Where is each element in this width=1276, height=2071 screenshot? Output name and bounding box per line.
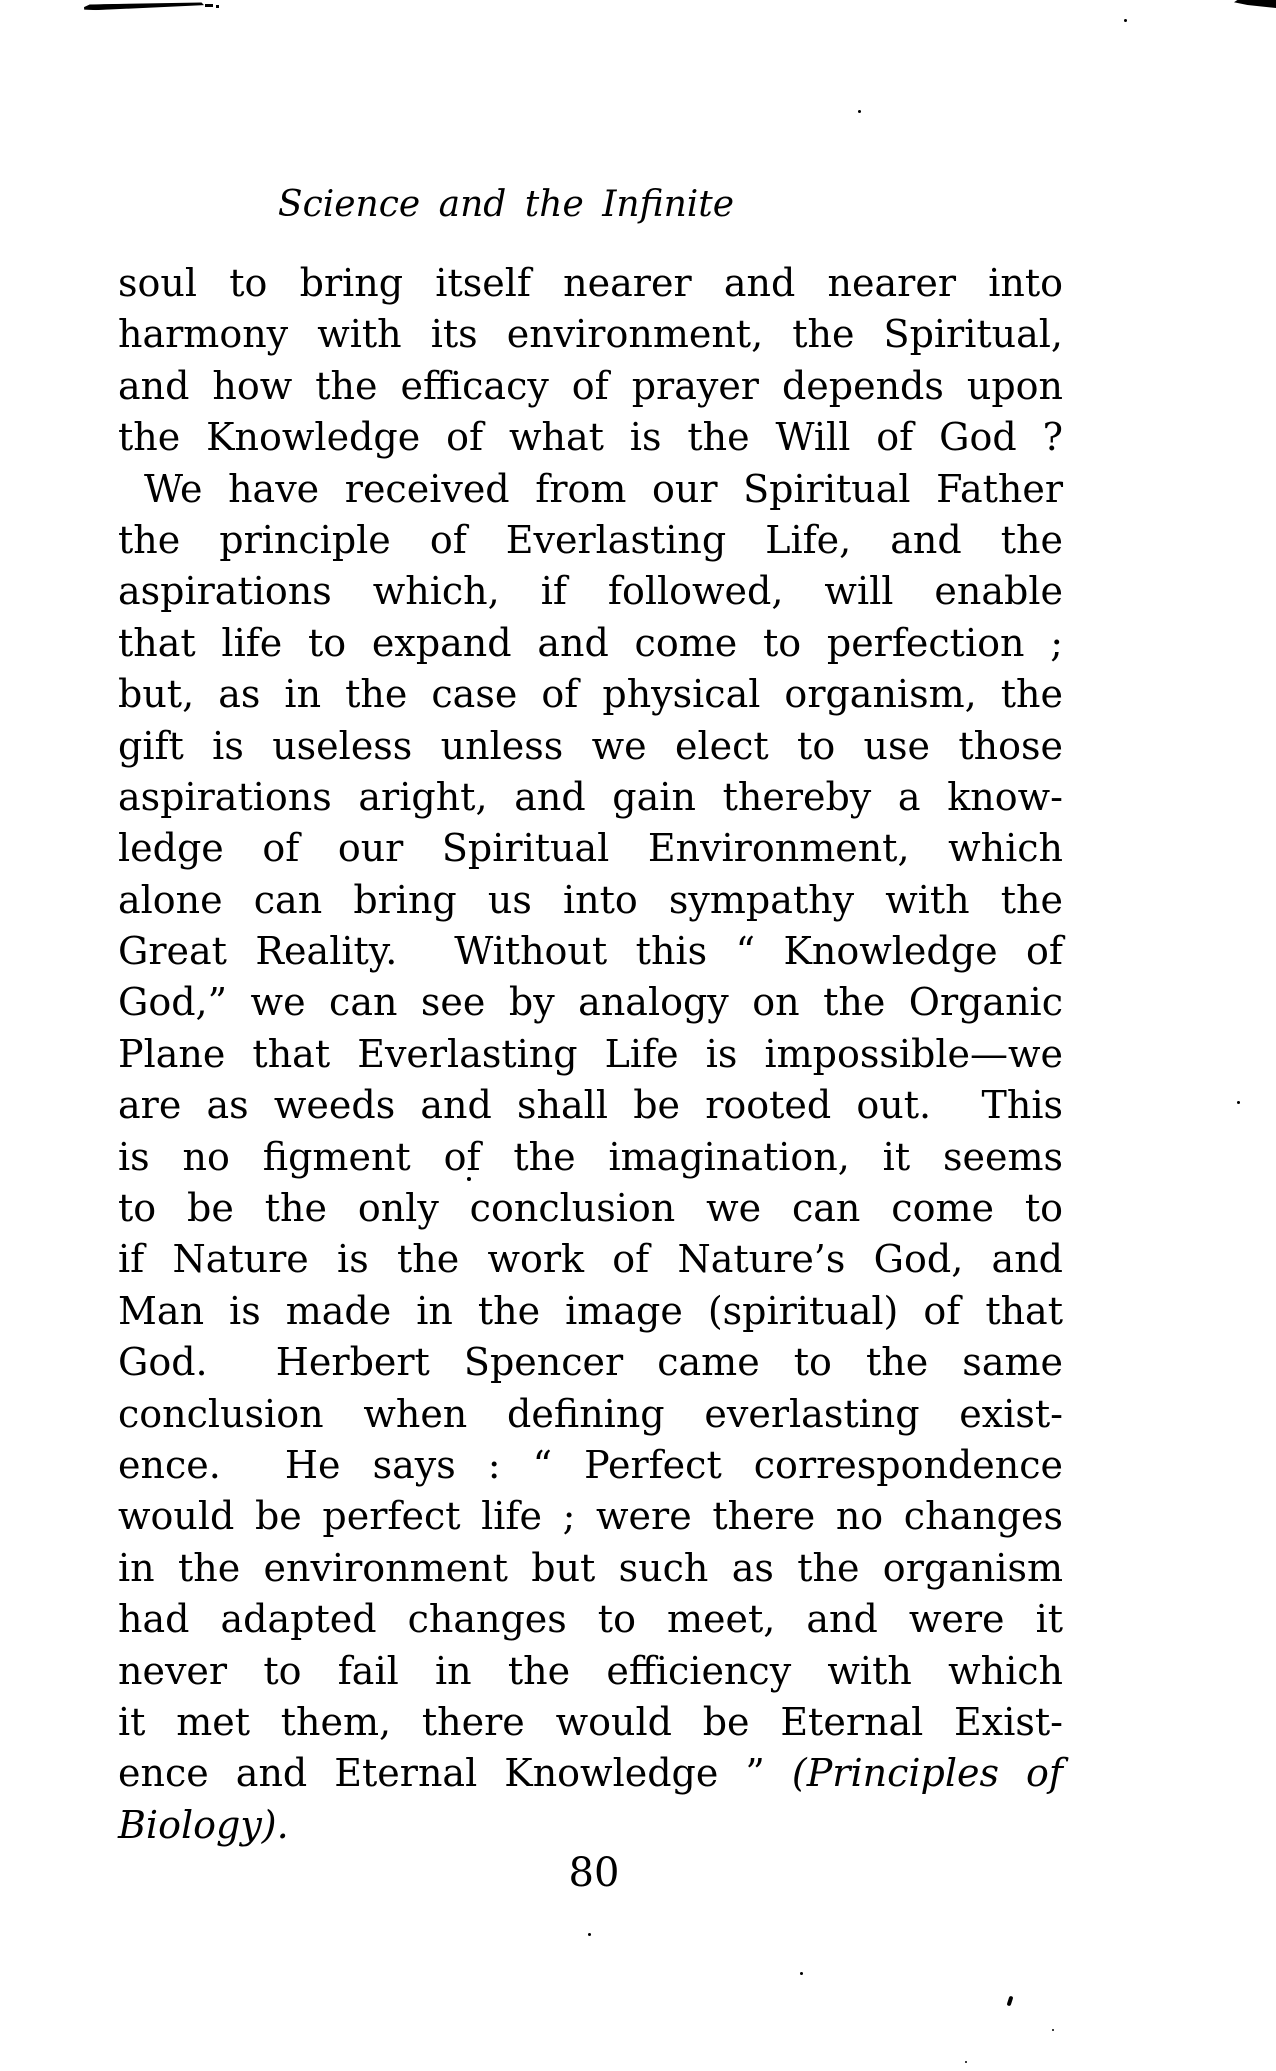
text-line [118, 875, 1063, 926]
text-line [118, 1800, 1063, 1851]
ink-speck [800, 1972, 803, 1975]
text-line [118, 721, 1063, 772]
scan-streak-artifact [216, 5, 219, 8]
ink-speck [965, 2061, 967, 2063]
text-segment: had adapted changes to meet, and were it [118, 1597, 1063, 1642]
text-line [118, 1440, 1063, 1491]
text-segment: aspirations which, if followed, will enable [118, 569, 1063, 614]
text-line [118, 823, 1063, 874]
text-line [118, 1697, 1063, 1748]
text-segment: harmony with its environment, the Spiritual, [118, 312, 1063, 357]
text-segment: ence. He says : “ Perfect correspondence [118, 1442, 1063, 1487]
text-segment: soul to bring itself nearer and nearer into [118, 261, 1063, 305]
italic-text-segment: Biology). [118, 1802, 289, 1847]
text-line [118, 772, 1063, 823]
text-segment: that life to expand and come to perfection ; [118, 620, 1063, 665]
text-line [118, 977, 1063, 1028]
running-header-title: Science and the Infinite [277, 184, 735, 225]
text-segment: but, as in the case of physical organism, the [118, 672, 1063, 717]
ink-speck [1052, 2029, 1054, 2031]
ink-speck [1237, 1101, 1240, 1104]
text-segment: We have received from our Spiritual Father [144, 466, 1063, 511]
text-line [118, 1286, 1063, 1337]
ink-speck [588, 1933, 591, 1936]
italic-text-segment: (Principles of [791, 1751, 1063, 1796]
ink-speck [858, 110, 861, 113]
page-number: 80 [568, 1850, 620, 1896]
scan-streak-artifact [84, 2, 204, 11]
text-line [118, 1646, 1063, 1697]
text-line [118, 1234, 1063, 1285]
text-segment: alone can bring us into sympathy with the [118, 877, 1063, 922]
text-line [118, 618, 1063, 669]
scan-streak-artifact [205, 4, 213, 7]
text-line [118, 361, 1063, 412]
text-line [118, 412, 1063, 463]
text-line [118, 464, 1063, 515]
text-segment: and how the efficacy of prayer depends upon [118, 363, 1063, 408]
text-segment: to be the only conclusion we can come to [118, 1186, 1063, 1231]
text-segment: Great Reality. Without this “ Knowledge of [118, 929, 1063, 974]
text-segment: Man is made in the image (spiritual) of that [118, 1288, 1063, 1333]
ink-speck [1124, 19, 1127, 22]
text-line [118, 309, 1063, 360]
text-segment: ledge of our Spiritual Environment, which [118, 826, 1063, 871]
text-segment: in the environment but such as the organism [118, 1545, 1063, 1590]
text-line [118, 669, 1063, 720]
text-segment: the Knowledge of what is the Will of God ? [118, 415, 1063, 460]
text-segment: Plane that Everlasting Life is impossible—we [118, 1031, 1063, 1076]
text-segment: God,” we can see by analogy on the Organic [118, 980, 1063, 1025]
text-segment: conclusion when defining everlasting exist- [118, 1391, 1063, 1436]
body-text [118, 258, 1063, 1851]
text-line [118, 515, 1063, 566]
text-line [118, 1491, 1063, 1542]
text-segment: is no figment of the imagination, it seems [118, 1134, 1063, 1179]
text-line [118, 1748, 1063, 1799]
text-line [118, 258, 1063, 309]
scan-corner-artifact [1234, 0, 1276, 8]
text-line [118, 926, 1063, 977]
text-line [118, 1594, 1063, 1645]
text-segment: never to fail in the efficiency with which [118, 1648, 1063, 1693]
ink-speck [1007, 1996, 1014, 2007]
text-line [118, 1183, 1063, 1234]
text-line [118, 1132, 1063, 1183]
text-segment: the principle of Everlasting Life, and the [118, 517, 1063, 562]
text-segment: would be perfect life ; were there no changes [118, 1494, 1063, 1539]
text-line [118, 1029, 1063, 1080]
text-segment: aspirations aright, and gain thereby a know- [118, 774, 1063, 819]
text-line [118, 1337, 1063, 1388]
text-line [118, 1080, 1063, 1131]
text-segment: are as weeds and shall be rooted out. This [118, 1083, 1063, 1128]
text-line [118, 1543, 1063, 1594]
text-segment: it met them, there would be Eternal Exist- [118, 1699, 1063, 1744]
text-line [118, 1389, 1063, 1440]
text-segment: God. Herbert Spencer came to the same [118, 1340, 1063, 1385]
text-segment: if Nature is the work of Nature’s God, and [118, 1237, 1063, 1282]
text-segment: gift is useless unless we elect to use those [118, 723, 1063, 768]
text-line [118, 566, 1063, 617]
text-segment: ence and Eternal Knowledge ” [118, 1751, 792, 1796]
